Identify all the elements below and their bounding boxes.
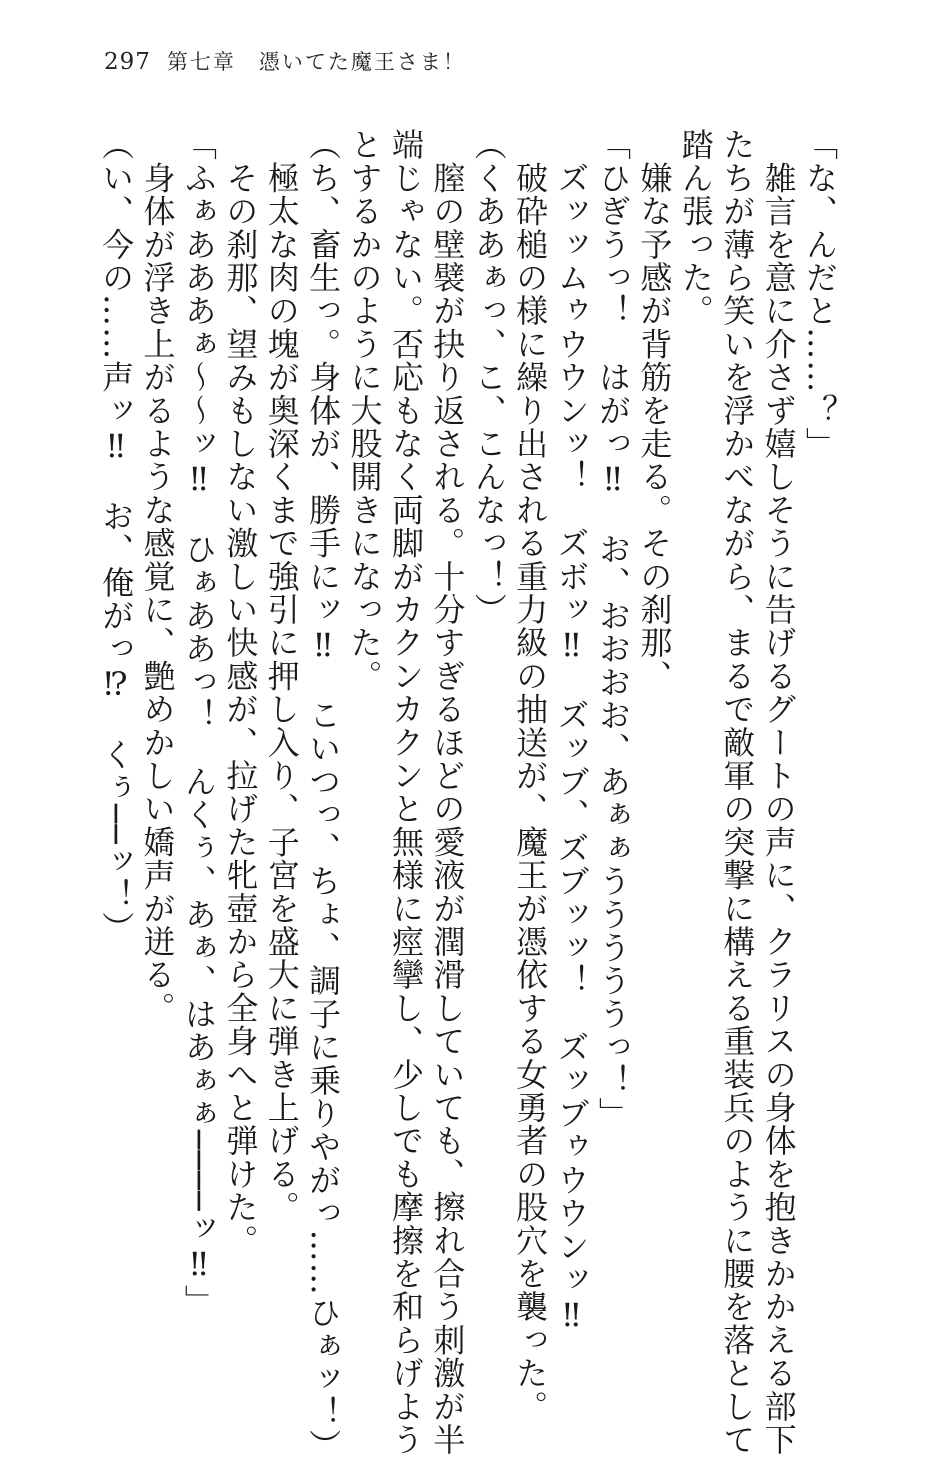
text-line: 破砕槌の様に繰り出される重力級の抽送が、魔王が憑依する女勇者の股穴を襲った。 — [511, 128, 550, 1423]
text-line: 身体が浮き上がるような感覚に、艶めかしい嬌声が迸る。 — [138, 128, 177, 1025]
text-line: 端じゃない。否応もなく両脚がカクンカクンと無様に痙攣し、少しでも摩擦を和らげよう — [386, 128, 425, 1456]
text-line: 膣の壁襞が抉り返される。十分すぎるほどの愛液が潤滑していても、擦れ合う刺激が半 — [428, 128, 467, 1456]
page-number: 297 — [104, 49, 151, 75]
chapter-title: 第七章 憑いてた魔王さま！ — [166, 50, 466, 74]
text-line: 「な、んだと……？」 — [801, 128, 839, 460]
text-line: 「ひぎうっ！ はがっ‼ お、おおおお、あぁぁうううううっ！」 — [593, 128, 632, 1130]
text-line: （ち、畜生っ。身体が、勝手にッ‼ こいつっ、ちょ、調子に乗りやがっ……ひぁッ！） — [304, 128, 343, 1462]
text-line: 極太な肉の塊が奥深くまで強引に押し入り、子宮を盛大に弾き上げる。 — [262, 128, 301, 1224]
text-line: 「ふぁあああぁ〜〜ッ‼ ひぁああっ！ んくぅ、あぁ、はあぁぁ────ッ‼」 — [179, 128, 218, 1318]
text-line: 雑言を意に介さず嬉しそうに告げるグートの声に、クラリスの身体を抱きかかえる部下 — [759, 128, 798, 1456]
text-line: ズッッムゥウウンッ！ ズボッ‼ ズッブ、ズブッッ！ ズッブゥウウンッ‼ — [552, 128, 591, 1336]
text-line: たちが薄ら笑いを浮かべながら、まるで敵軍の突撃に構える重装兵のように腰を落として — [718, 128, 757, 1456]
text-line: 踏ん張った。 — [676, 128, 715, 328]
text-line: （くああぁっ、こ、こんなっ！） — [469, 128, 508, 626]
vertical-body-text — [97, 128, 840, 1462]
text-line: その刹那、望みもしない激しい快感が、拉げた牝壺から全身へと弾けた。 — [221, 128, 260, 1257]
text-line: （い、今の……声ッ‼ お、俺がっ⁉ くぅ──ッ！） — [97, 128, 136, 945]
text-line: 嫌な予感が背筋を走る。その刹那、 — [635, 128, 674, 693]
text-line: とするかのように大股開きになった。 — [345, 128, 384, 693]
running-header — [104, 46, 466, 76]
